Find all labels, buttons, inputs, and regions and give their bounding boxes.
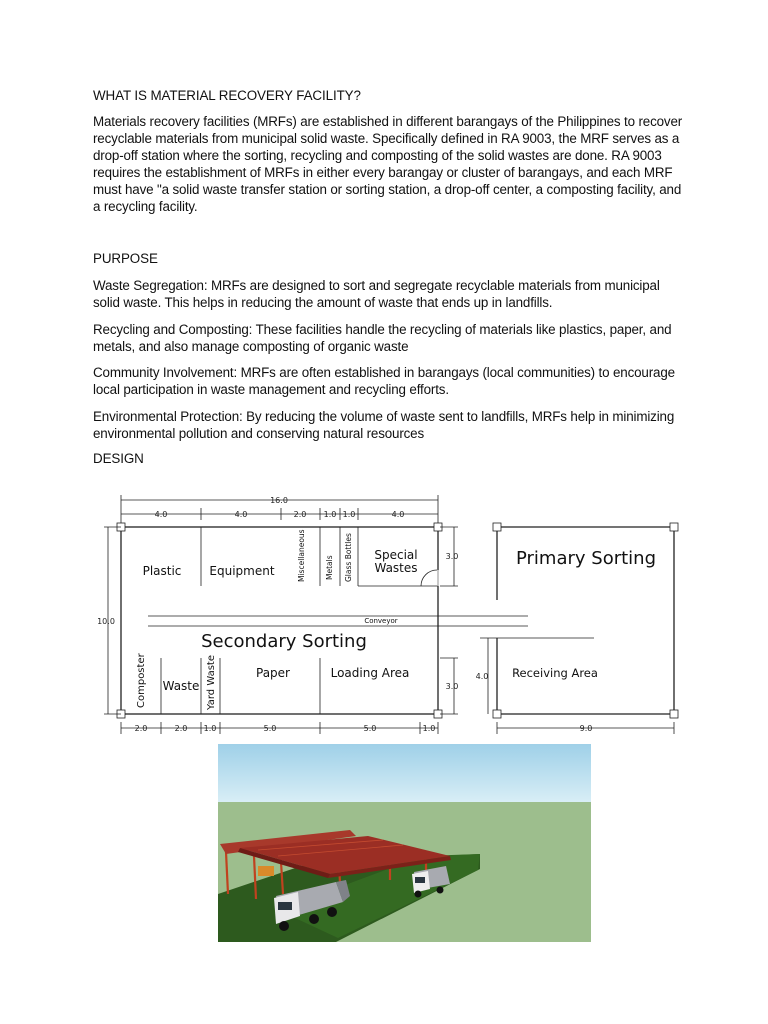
sky (218, 744, 591, 802)
dim-left-height: 10.0 (97, 617, 115, 626)
dim-bottom-2: 2.0 (174, 724, 188, 733)
room-glass-bottles: Glass Bottles (344, 533, 353, 582)
dim-total-width: 16.0 (270, 496, 288, 505)
dim-top-2: 4.0 (234, 510, 248, 519)
room-plastic: Plastic (142, 564, 182, 578)
purpose-environmental-protection: Environmental Protection: By reducing the volume of waste sent to landfills, MRFs help in minimizing environmental pollution and conserving natural resources (93, 409, 675, 441)
room-loading-area: Loading Area (330, 666, 410, 680)
dim-top-6: 4.0 (391, 510, 405, 519)
purpose-recycling-composting: Recycling and Composting: These facilities handle the recycling of materials like plastics, paper, and metals, and also manage composting of organic waste (93, 322, 672, 354)
intro-paragraph: Materials recovery facilities (MRFs) are established in different barangays of the Philippines to recover recyclable materials from municipal solid waste. Specifically defined in RA 9003, the MRF serves as a drop-off station where the sorting, recycling and composting of the solid wastes are done. RA 9003 requires the establishment of MRFs in either every barangay or cluster of barangays, and each MRF must have "a solid waste transfer station or sorting station, a drop-off center, a composting facility, and a recycling facility. (93, 114, 683, 214)
dim-bottom-6: 1.0 (422, 724, 436, 733)
section-heading-purpose: PURPOSE (93, 251, 158, 266)
secondary-sorting-label: Secondary Sorting (201, 631, 367, 652)
room-paper: Paper (256, 666, 290, 680)
section-heading-design: DESIGN (93, 451, 144, 466)
room-equipment: Equipment (209, 564, 275, 578)
dim-receiving-width: 9.0 (579, 724, 593, 733)
dim-bottom-4: 5.0 (263, 724, 277, 733)
room-special-wastes-line1: Special (374, 548, 418, 562)
room-metals: Metals (325, 555, 334, 580)
dim-top-5: 1.0 (342, 510, 356, 519)
dim-top-3: 2.0 (293, 510, 307, 519)
small-vehicle (258, 866, 274, 876)
dim-top-1: 4.0 (154, 510, 168, 519)
dim-bottom-3: 1.0 (203, 724, 217, 733)
room-waste: Waste (162, 679, 200, 693)
purpose-community-involvement: Community Involvement: MRFs are often established in barangays (local communities) to encourage local participation in waste management and recycling efforts. (93, 365, 675, 397)
purpose-waste-segregation: Waste Segregation: MRFs are designed to sort and segregate recyclable materials from municipal solid waste. This helps in reducing the amount of waste that ends up in landfills. (93, 278, 660, 310)
dim-bottom-5: 5.0 (363, 724, 377, 733)
dim-receiving-height: 4.0 (475, 672, 489, 681)
room-composter: Composter (136, 653, 147, 708)
room-receiving-area: Receiving Area (512, 666, 598, 680)
section-heading-what-is-mrf: WHAT IS MATERIAL RECOVERY FACILITY? (93, 88, 361, 103)
dim-special-height: 3.0 (445, 552, 459, 561)
room-yard-waste: Yard Waste (206, 655, 217, 710)
dim-loading-height: 3.0 (445, 682, 459, 691)
dim-top-4: 1.0 (323, 510, 337, 519)
room-special-wastes-line2: Wastes (374, 561, 418, 575)
dim-bottom-1: 2.0 (134, 724, 148, 733)
room-miscellaneous: Miscellaneous (297, 529, 306, 582)
mrf-floor-plan (96, 490, 686, 740)
mrf-3d-render-image (218, 744, 591, 942)
primary-sorting-label: Primary Sorting (515, 548, 657, 569)
conveyor-label: Conveyor (364, 617, 398, 625)
